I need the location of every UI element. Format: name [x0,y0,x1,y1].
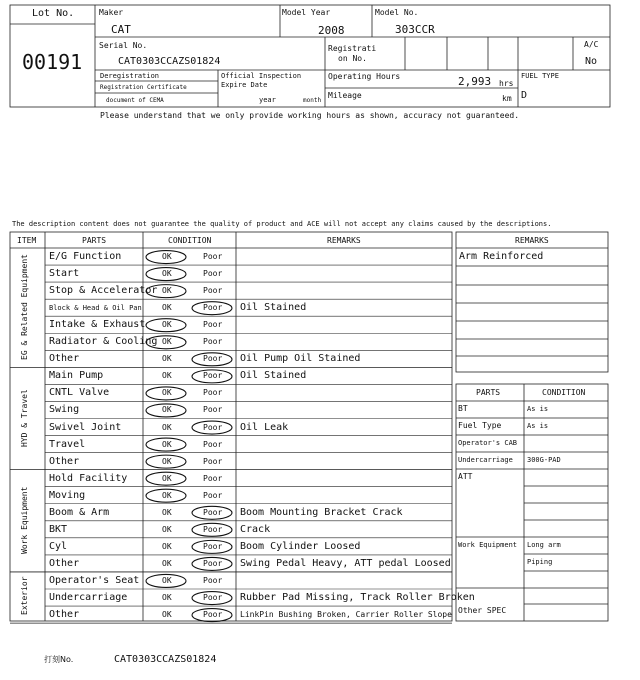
poor-option: Poor [203,524,223,534]
ok-option: OK [162,473,172,483]
row-part: Other [49,455,80,467]
row-part: Intake & Exhaust [49,319,146,331]
model-no-label: Model No. [375,8,419,17]
row-part: Hold Facility [49,472,128,484]
poor-option: Poor [203,456,223,466]
row-remark: Oil Pump Oil Stained [240,353,361,365]
poor-option: Poor [203,575,223,585]
row-remark: Crack [240,523,271,535]
row-remark: Rubber Pad Missing, Track Roller Broken [240,592,475,603]
poor-option: Poor [203,422,223,432]
row-part: Block & Head & Oil Pan [49,304,142,313]
row-part: Start [49,268,80,280]
inspection-label-2: Expire Date [221,81,268,89]
group-label-hyd: HYD & Travel [20,389,29,447]
group-label-exterior: Exterior [20,576,29,616]
poor-option: Poor [203,252,223,261]
ok-option: OK [162,558,172,568]
ok-option: OK [162,541,172,551]
row-remark: Oil Leak [240,421,289,433]
fuel-type-value: D [521,90,528,101]
row-part: CNTL Valve [49,387,110,399]
ok-option: OK [162,405,172,415]
poor-option: Poor [203,405,223,415]
footer-serial: CAT0303CCAZS01824 [114,654,217,665]
ok-option: OK [162,439,172,449]
row-part: Radiator & Cooling [49,336,158,348]
poor-option: Poor [203,439,223,449]
row-part: Travel [49,438,86,450]
poor-option: Poor [203,593,223,602]
cema-label: document of CEMA [106,97,164,104]
row-remark: LinkPin Bushing Broken, Carrier Roller Slope [240,610,452,620]
serial-label: Serial No. [99,41,148,50]
spec-condition-header: CONDITION [542,388,586,397]
ok-option: OK [162,337,172,347]
poor-option: Poor [203,354,223,364]
poor-option: Poor [203,269,223,279]
ok-option: OK [162,575,172,585]
spec-work-equipment-label: Work Equipment [458,541,518,549]
row-part: Swivel Joint [49,421,122,433]
spec-work-equipment-value: Long arm [527,541,561,549]
registration-label-2: on No. [338,54,367,63]
poor-option: Poor [203,320,223,330]
row-part: Other [49,353,80,365]
mileage-label: Mileage [328,91,362,100]
group-label-work: Work Equipment [20,486,29,554]
poor-option: Poor [203,490,223,500]
row-part: Undercarriage [49,592,128,603]
ok-option: OK [162,456,172,466]
row-part: Other [49,609,80,621]
row-part: E/G Function [49,251,122,262]
ok-option: OK [162,422,172,432]
header-remarks: REMARKS [327,236,361,245]
poor-option: Poor [203,371,223,381]
poor-option: Poor [203,507,223,517]
ok-option: OK [162,371,172,381]
row-remark: Oil Stained [240,302,307,314]
header-condition: CONDITION [168,236,212,245]
maker-label: Maker [99,8,124,17]
ok-option: OK [162,507,172,517]
poor-option: Poor [203,541,223,551]
spec-other-label: Other SPEC [458,606,507,615]
poor-option: Poor [203,388,223,398]
ok-option: OK [162,388,172,398]
row-part: Cyl [49,540,68,552]
spec-part: Undercarriage [458,456,513,464]
group-label-eg: EG & Related Equipment [20,254,29,361]
poor-option: Poor [203,286,223,296]
ok-option: OK [162,610,172,620]
ok-option: OK [162,269,172,279]
deregistration-label: Deregistration [100,72,160,80]
row-part: Swing [49,404,80,416]
ac-value: No [585,56,598,67]
hrs-unit: hrs [499,79,514,88]
ok-option: OK [162,593,172,602]
poor-option: Poor [203,337,223,347]
fuel-type-label: FUEL TYPE [521,72,559,80]
row-part: Main Pump [49,370,104,382]
ok-option: OK [162,524,172,534]
inspection-label-1: Official Inspection [221,72,302,80]
ok-option: OK [162,286,172,296]
ok-option: OK [162,252,172,261]
row-part: BKT [49,523,68,535]
maker-value: CAT [111,23,131,36]
poor-option: Poor [203,610,223,620]
footer-label: 打刻No. [44,655,74,664]
poor-option: Poor [203,558,223,568]
ok-option: OK [162,303,172,313]
poor-option: Poor [203,303,223,313]
row-part: Other [49,557,80,569]
spec-part: Fuel Type [458,421,502,430]
spec-condition: As is [527,405,549,413]
header-item: ITEM [17,236,37,245]
year-label: year [259,96,276,104]
serial-value: CAT0303CCAZS01824 [118,56,221,67]
lot-number: 00191 [22,50,83,74]
ac-label: A/C [584,40,599,49]
reg-cert-label: Registration Certificate [100,84,187,91]
registration-label-1: Registrati [328,44,377,53]
disclaimer: The description content does not guarantee the quality of product and ACE will not accept any claims caused by the descriptions. [12,220,552,228]
accuracy-note: Please understand that we only provide working hours as shown, accuracy not guaranteed. [100,111,520,120]
spec-part: BT [458,404,468,413]
row-remark: Boom Mounting Bracket Crack [240,506,403,518]
right-remarks-header: REMARKS [515,236,549,245]
operating-hours-label: Operating Hours [328,72,401,81]
model-year-label: Model Year [282,8,331,17]
model-year-value: 2008 [318,24,345,37]
row-remark: Boom Cylinder Loosed [240,540,361,552]
spec-att-label: ATT [458,472,473,481]
header-parts: PARTS [82,236,107,245]
spec-condition: 300G-PAD [527,456,561,464]
spec-condition: As is [527,422,549,430]
operating-hours-value: 2,993 [458,75,492,88]
row-part: Moving [49,489,86,501]
model-no-value: 303CCR [395,23,435,36]
ok-option: OK [162,320,172,330]
row-part: Operator's Seat [49,574,140,586]
spec-work-equipment-value: Piping [527,558,553,566]
ok-option: OK [162,490,172,500]
row-remark: Swing Pedal Heavy, ATT pedal Loosed [240,557,451,569]
lot-label: Lot No. [32,8,75,19]
spec-parts-header: PARTS [476,388,501,397]
ok-option: OK [162,354,172,364]
row-remark: Oil Stained [240,370,307,382]
right-remarks-first: Arm Reinforced [459,251,544,262]
month-label: month [303,97,322,104]
poor-option: Poor [203,473,223,483]
row-part: Boom & Arm [49,506,110,518]
row-part: Stop & Accelerator [49,285,158,297]
spec-part: Operator's CAB [458,439,518,447]
km-unit: km [502,94,512,103]
